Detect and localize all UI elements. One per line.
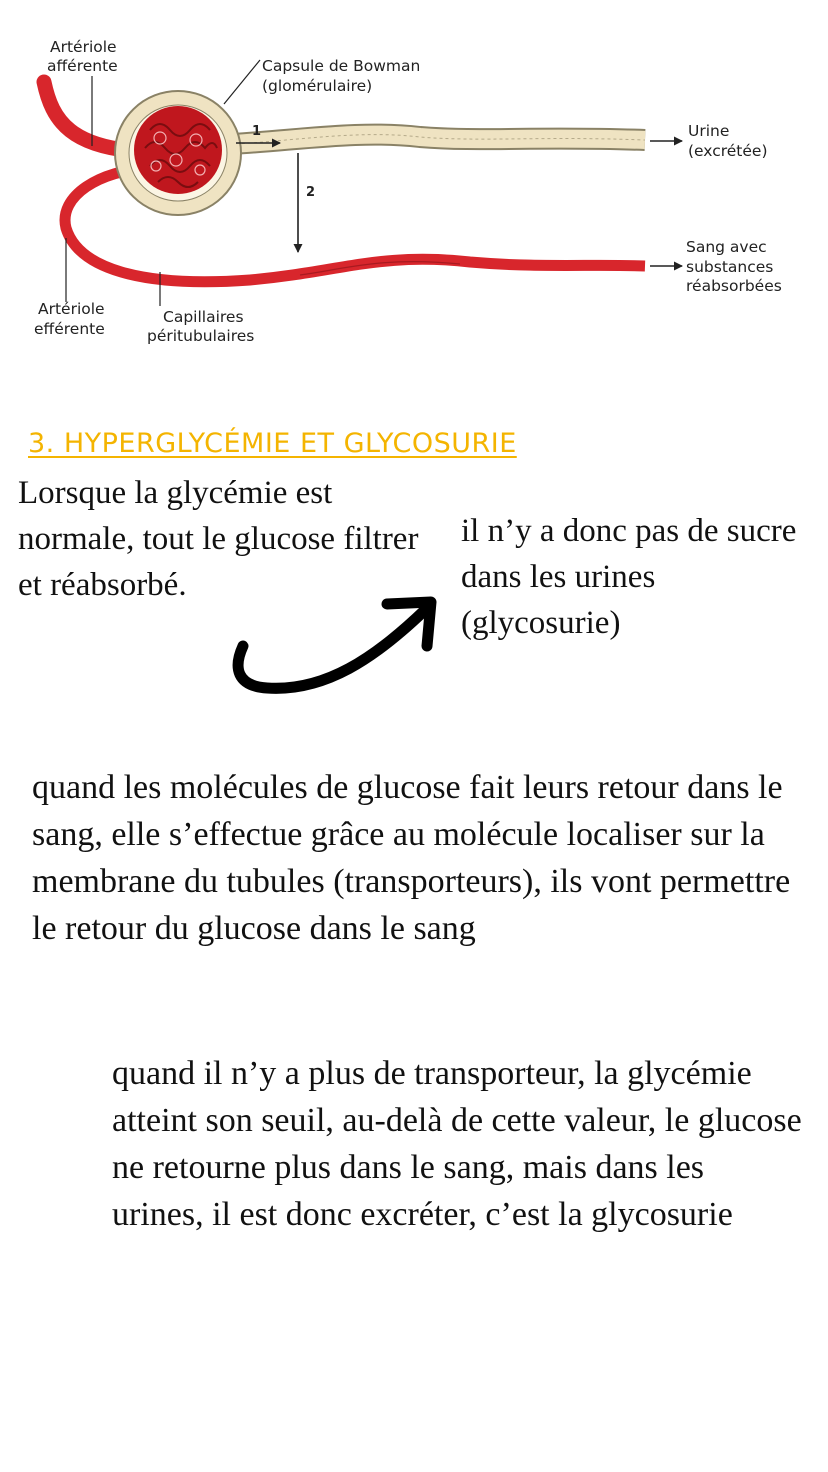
note-normal-glycemia: Lorsque la glycémie est normale, tout le glucose filtrer et réabsorbé. — [18, 475, 419, 603]
step-1-label: 1 — [252, 124, 262, 139]
label-capsule-1: Capsule de Bowman — [262, 57, 421, 75]
label-capsule-2: (glomérulaire) — [262, 77, 373, 95]
label-arteriole-efferente-2: efférente — [34, 320, 105, 338]
label-urine-1: Urine — [688, 122, 730, 140]
section-heading: 3. HYPERGLYCÉMIE ET GLYCOSURIE — [28, 428, 517, 459]
step-2-label: 2 — [306, 185, 316, 200]
label-arteriole-afferente-1: Artériole — [50, 38, 117, 56]
label-sang-3: réabsorbées — [686, 277, 782, 295]
label-arteriole-efferente-1: Artériole — [38, 300, 105, 318]
note-transporters: quand les molécules de glucose fait leurs retour dans le sang, elle s’effectue grâce au molécule localiser sur la membrane du tubules (transporteurs), ils vont permettre le retour du glucose dans le sang — [32, 769, 791, 947]
label-sang-2: substances — [686, 258, 774, 276]
label-urine-2: (excrétée) — [688, 142, 768, 160]
glomerulus — [134, 106, 222, 194]
nephron-diagram — [0, 0, 828, 360]
label-sang-1: Sang avec — [686, 238, 767, 256]
note-no-sugar-urine: il n’y a donc pas de sucre dans les urines (glycosurie) — [461, 513, 797, 641]
label-capillaires-1: Capillaires — [163, 308, 244, 326]
curved-arrow-icon — [225, 588, 455, 698]
label-arteriole-afferente-2: afférente — [47, 57, 118, 75]
label-capillaires-2: péritubulaires — [147, 327, 255, 345]
note-threshold-glycosuria: quand il n’y a plus de transporteur, la glycémie atteint son seuil, au-delà de cette valeur, le glucose ne retourne plus dans le sang, mais dans les urines, il est donc excréter, c’est la glycosurie — [112, 1055, 802, 1233]
